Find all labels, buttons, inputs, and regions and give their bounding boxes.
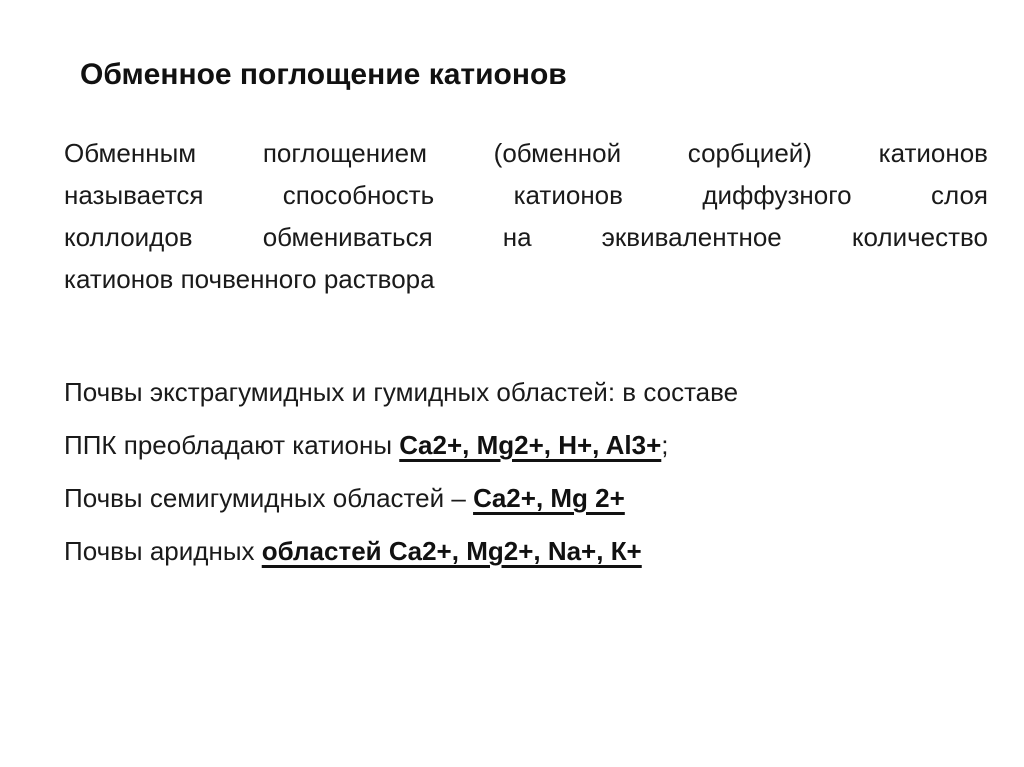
cation-list: областей Ca2+, Mg2+, Na+, К+ — [261, 536, 642, 566]
soil-line-ppk — [64, 423, 988, 476]
cation-list: Ca2+, Mg2+, H+, Al3+ — [399, 430, 662, 460]
soil-text: Почвы аридных — [64, 536, 262, 566]
cation-list: Ca2+, Mg 2+ — [473, 483, 625, 513]
definition-line: катионов почвенного раствора — [64, 264, 435, 294]
soil-text: ППК преобладают катионы — [64, 430, 400, 460]
soil-text: Почвы семигумидных областей – — [64, 483, 474, 513]
soil-line-semihumid — [64, 476, 988, 529]
soil-text: Почвы экстрагумидных и гумидных областей: в составе — [64, 377, 739, 407]
soil-line-humid — [64, 370, 988, 423]
definition-paragraph — [64, 132, 988, 300]
definition-line: коллоидов обмениваться на эквивалентное количество — [64, 222, 988, 252]
definition-line: Обменным поглощением (обменной сорбцией) катионов — [64, 138, 988, 168]
soil-cations-list — [64, 370, 988, 582]
soil-suffix: ; — [661, 430, 669, 460]
soil-line-arid — [64, 529, 988, 582]
slide-title: Обменное поглощение катионов — [80, 58, 567, 91]
definition-line: называется способность катионов диффузного слоя — [64, 180, 988, 210]
